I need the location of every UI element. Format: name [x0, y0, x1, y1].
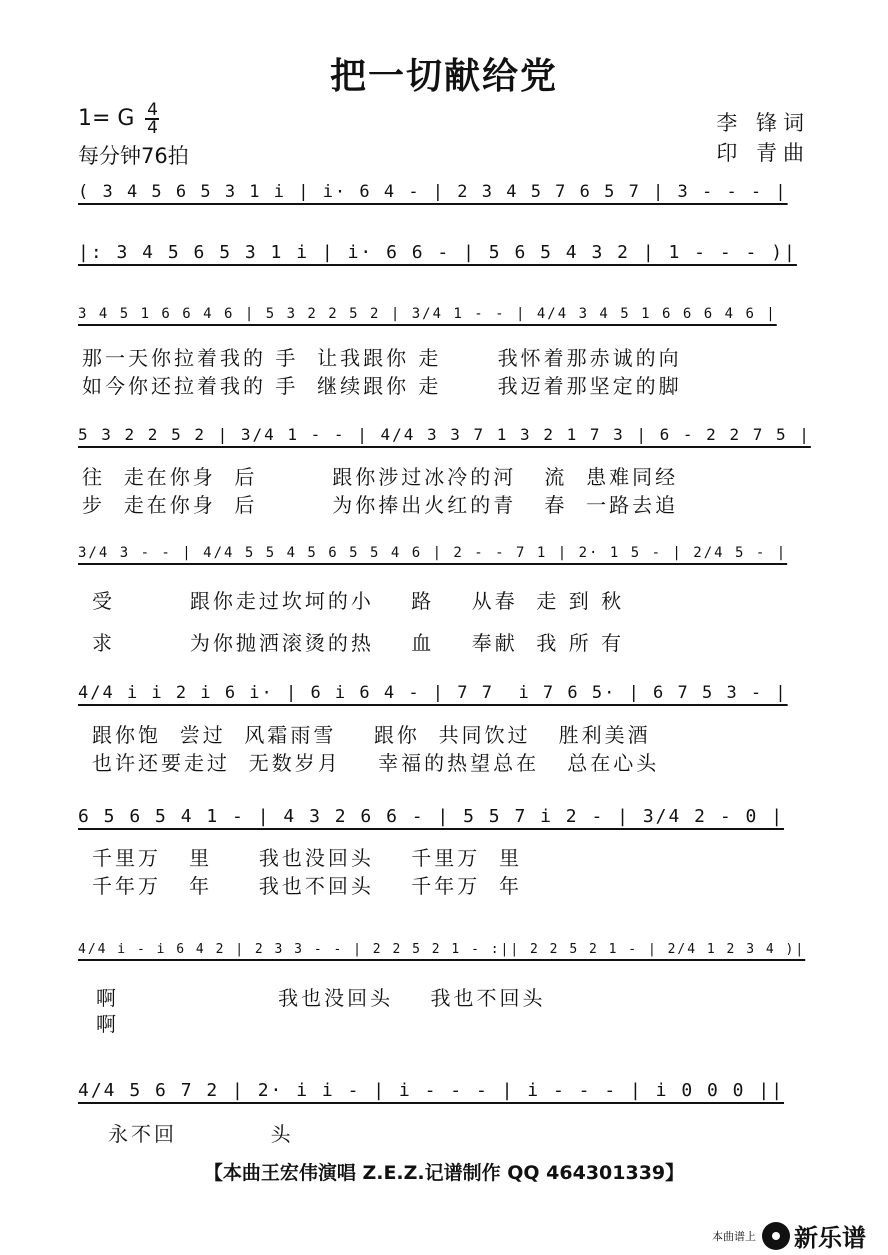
key-text: 1= G — [78, 106, 135, 131]
brand-logo[interactable] — [712, 1218, 866, 1253]
notation-line: 4/4 i i 2 i 6 i· | 6 i 6 4 - | 7 7 i 7 6 5· | 6 7 5 3 - | — [78, 683, 788, 703]
time-signature — [145, 102, 159, 136]
notation-line: 6 5 6 5 4 1 - | 4 3 2 6 6 - | 5 5 7 i 2 - | 3/4 2 - 0 | — [78, 806, 785, 827]
time-bottom: 4 — [147, 118, 158, 138]
music-disc-icon — [762, 1222, 790, 1250]
notation-line: 4/4 5 6 7 2 | 2· i i - | i - - - | i - - - | i 0 0 0 || — [78, 1080, 785, 1101]
lyric-verse-2: 也许还要走过 无数岁月 幸福的热望总在 总在心头 — [92, 751, 660, 775]
brand-name: 新乐谱 — [794, 1224, 866, 1252]
notation-line: 3/4 3 - - | 4/4 5 5 4 5 6 5 5 4 6 | 2 - - 7 1 | 2· 1 5 - | 2/4 5 - | — [78, 545, 788, 561]
lyric-verse-2: 求 为你抛洒滚烫的热 血 奉献 我 所 有 — [92, 631, 625, 655]
credits — [716, 108, 810, 168]
time-top: 4 — [147, 100, 158, 120]
lyric-verse-1: 永不回 头 — [108, 1122, 294, 1146]
key-signature — [78, 102, 159, 136]
lyric-verse-2: 千年万 年 我也不回头 千年万 年 — [92, 874, 523, 898]
notation-line: ( 3 4 5 6 5 3 1 i | i· 6 4 - | 2 3 4 5 7 6 5 7 | 3 - - - | — [78, 182, 788, 202]
tempo-marking: 每分钟76拍 — [78, 144, 189, 168]
lyric-verse-1: 千里万 里 我也没回头 千里万 里 — [92, 846, 523, 870]
lyricist-credit: 李 锋词 — [716, 111, 810, 135]
lyric-verse-1: 跟你饱 尝过 风霜雨雪 跟你 共同饮过 胜利美酒 — [92, 723, 651, 747]
notation-line: 5 3 2 2 5 2 | 3/4 1 - - | 4/4 3 3 7 1 3 2 1 7 3 | 6 - 2 2 7 5 | — [78, 425, 811, 444]
credits-footer: 【本曲王宏伟演唱 Z.E.Z.记谱制作 QQ 464301339】 — [203, 1162, 685, 1184]
lyric-verse-1: 那一天你拉着我的 手 让我跟你 走 我怀着那赤诚的向 — [82, 346, 682, 370]
notation-line: 3 4 5 1 6 6 4 6 | 5 3 2 2 5 2 | 3/4 1 - - | 4/4 3 4 5 1 6 6 6 4 6 | — [78, 306, 777, 322]
lyric-verse-2: 啊 — [96, 1012, 119, 1036]
composer-credit: 印 青曲 — [716, 141, 810, 165]
lyric-verse-1: 往 走在你身 后 跟你涉过冰冷的河 流 患难同经 — [82, 465, 679, 489]
brand-tagline: 本曲谱上 — [712, 1229, 756, 1243]
lyric-verse-1: 受 跟你走过坎坷的小 路 从春 走 到 秋 — [92, 589, 625, 613]
lyric-verse-2: 如今你还拉着我的 手 继续跟你 走 我迈着那坚定的脚 — [82, 374, 682, 398]
notation-line: |: 3 4 5 6 5 3 1 i | i· 6 6 - | 5 6 5 4 3 2 | 1 - - - )| — [78, 242, 797, 263]
lyric-verse-2: 步 走在你身 后 为你捧出火红的青 春 一路去追 — [82, 493, 679, 517]
lyric-verse-1: 啊 我也没回头 我也不回头 — [96, 986, 546, 1010]
notation-line: 4/4 i - i 6 4 2 | 2 3 3 - - | 2 2 5 2 1 - :|| 2 2 5 2 1 - | 2/4 1 2 3 4 )| — [78, 942, 806, 957]
song-title: 把一切献给党 — [329, 55, 558, 97]
